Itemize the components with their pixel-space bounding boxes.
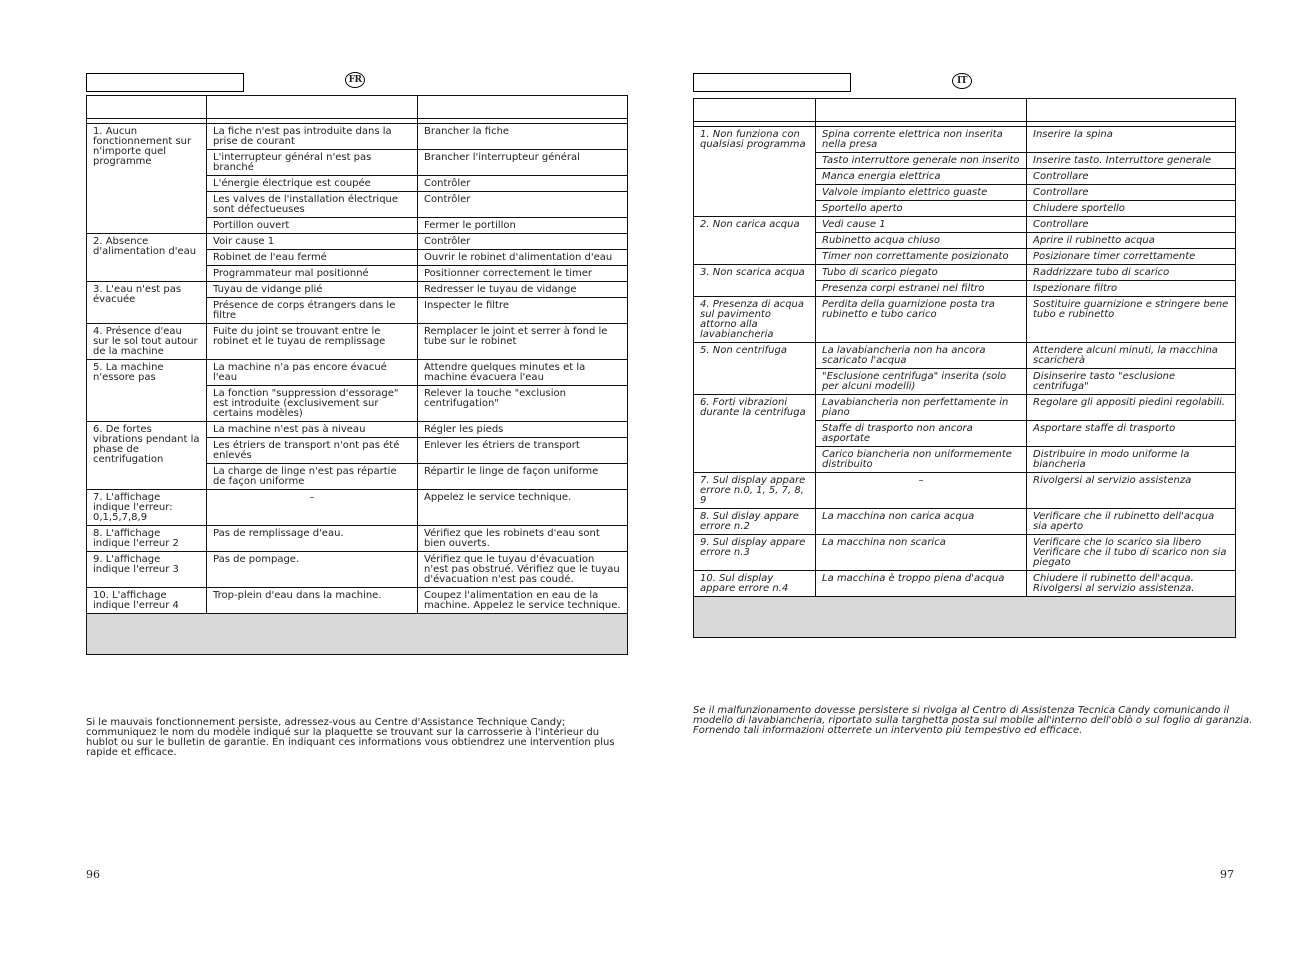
remedy-cell: Aprire il rubinetto acqua: [1027, 233, 1236, 249]
cause-cell: Fuite du joint se trouvant entre le robinet et le tuyau de remplissage: [207, 324, 418, 360]
remedy-cell: Attendre quelques minutes et la machine évacuera l'eau: [418, 360, 628, 386]
cause-cell: Programmateur mal positionné: [207, 266, 418, 282]
table-row: [694, 343, 1236, 369]
cause-cell: Tuyau de vidange plié: [207, 282, 418, 298]
cause-cell: Rubinetto acqua chiuso: [816, 233, 1027, 249]
troubleshooting-table-fr: [86, 95, 628, 655]
cause-cell: Robinet de l'eau fermé: [207, 250, 418, 266]
table-header-row: [87, 96, 628, 119]
problem-cell: 7. Sul display appare errore n.0, 1, 5, 7, 8, 9: [694, 473, 816, 509]
page-number: 97: [1220, 868, 1234, 881]
remedy-cell: Sostituire guarnizione e stringere bene tubo e rubinetto: [1027, 297, 1236, 343]
problem-cell: 9. L'affichage indique l'erreur 3: [87, 552, 207, 588]
cause-cell: Lavabiancheria non perfettamente in piano: [816, 395, 1027, 421]
language-flag-fr: FR: [345, 72, 365, 88]
cause-cell: La machine n'a pas encore évacué l'eau: [207, 360, 418, 386]
cause-cell: Sportello aperto: [816, 201, 1027, 217]
table-row: [87, 526, 628, 552]
table-header-row: [694, 99, 1236, 122]
table-row: [87, 324, 628, 360]
cause-header-cell: [816, 99, 1027, 122]
table-row: [87, 124, 628, 150]
remedy-cell: Controllare: [1027, 169, 1236, 185]
problem-header-cell: [87, 96, 207, 119]
table-footer-row: [694, 597, 1236, 638]
remedy-cell: Répartir le linge de façon uniforme: [418, 464, 628, 490]
troubleshooting-table-it: [693, 98, 1236, 638]
cause-cell: Manca energia elettrica: [816, 169, 1027, 185]
remedy-cell: Ispezionare filtro: [1027, 281, 1236, 297]
cause-cell: –: [207, 490, 418, 526]
cause-cell: Carico biancheria non uniformemente distribuito: [816, 447, 1027, 473]
remedy-cell: Rivolgersi al servizio assistenza: [1027, 473, 1236, 509]
remedy-cell: Inserire tasto. Interruttore generale: [1027, 153, 1236, 169]
remedy-cell: Coupez l'alimentation en eau de la machine. Appelez le service technique.: [418, 588, 628, 614]
cause-cell: Valvole impianto elettrico guaste: [816, 185, 1027, 201]
cause-cell: La macchina non scarica: [816, 535, 1027, 571]
problem-cell: 7. L'affichage indique l'erreur: 0,1,5,7,8,9: [87, 490, 207, 526]
page-italian: [654, 0, 1308, 954]
table-row: [87, 588, 628, 614]
cause-cell: La fiche n'est pas introduite dans la prise de courant: [207, 124, 418, 150]
table-row: [87, 422, 628, 438]
problem-cell: 10. L'affichage indique l'erreur 4: [87, 588, 207, 614]
remedy-cell: Vérifiez que le tuyau d'évacuation n'est pas obstrué. Vérifiez que le tuyau d'évacuation n'est pas coudé.: [418, 552, 628, 588]
remedy-cell: Controllare: [1027, 185, 1236, 201]
footer-shaded-cell: [87, 614, 628, 655]
table-row: [87, 234, 628, 250]
cause-cell: Portillon ouvert: [207, 218, 418, 234]
table-row: [694, 571, 1236, 597]
cause-cell: La fonction "suppression d'essorage" est introduite (exclusivement sur certains modèles): [207, 386, 418, 422]
remedy-cell: Fermer le portillon: [418, 218, 628, 234]
cause-cell: Timer non correttamente posizionato: [816, 249, 1027, 265]
problem-cell: 3. Non scarica acqua: [694, 265, 816, 297]
cause-cell: Pas de remplissage d'eau.: [207, 526, 418, 552]
table-row: [87, 490, 628, 526]
assistance-note: Se il malfunzionamento dovesse persistere si rivolga al Centro di Assistenza Tecnica Candy comunicando il modello di lavabiancheria, riportato sulla targhetta posta sul mobile all'interno dell'oblò o sul foglio di garanzia. Fornendo tali informazioni otterrete un intervento più tempestivo ed efficace.: [693, 705, 1253, 736]
footer-shaded-cell: [694, 597, 1236, 638]
cause-cell: La lavabiancheria non ha ancora scaricato l'acqua: [816, 343, 1027, 369]
problem-cell: 1. Non funziona con qualsiasi programma: [694, 127, 816, 217]
cause-cell: Tasto interruttore generale non inserito: [816, 153, 1027, 169]
problem-cell: 4. Presenza di acqua sul pavimento attorno alla lavabiancheria: [694, 297, 816, 343]
problem-cell: 6. De fortes vibrations pendant la phase de centrifugation: [87, 422, 207, 490]
section-title-box: [86, 73, 244, 92]
remedy-cell: Raddrizzare tubo di scarico: [1027, 265, 1236, 281]
problem-cell: 8. L'affichage indique l'erreur 2: [87, 526, 207, 552]
remedy-cell: Verificare che il rubinetto dell'acqua sia aperto: [1027, 509, 1236, 535]
remedy-cell: Controllare: [1027, 217, 1236, 233]
remedy-cell: Chiudere sportello: [1027, 201, 1236, 217]
cause-cell: Pas de pompage.: [207, 552, 418, 588]
remedy-cell: Relever la touche "exclusion centrifugation": [418, 386, 628, 422]
table-row: [87, 282, 628, 298]
remedy-cell: Appelez le service technique.: [418, 490, 628, 526]
remedy-cell: Inspecter le filtre: [418, 298, 628, 324]
cause-cell: Présence de corps étrangers dans le filtre: [207, 298, 418, 324]
cause-cell: Les valves de l'installation électrique sont défectueuses: [207, 192, 418, 218]
remedy-cell: Disinserire tasto "esclusione centrifuga": [1027, 369, 1236, 395]
cause-cell: Spina corrente elettrica non inserita nella presa: [816, 127, 1027, 153]
remedy-cell: Contrôler: [418, 176, 628, 192]
remedy-cell: Inserire la spina: [1027, 127, 1236, 153]
problem-cell: 1. Aucun fonctionnement sur n'importe quel programme: [87, 124, 207, 234]
cause-header-cell: [207, 96, 418, 119]
remedy-cell: Positionner correctement le timer: [418, 266, 628, 282]
cause-cell: Staffe di trasporto non ancora asportate: [816, 421, 1027, 447]
problem-cell: 3. L'eau n'est pas évacuée: [87, 282, 207, 324]
assistance-note: Si le mauvais fonctionnement persiste, adressez-vous au Centre d'Assistance Technique Candy; communiquez le nom du modèle indiqué sur la plaquette se trouvant sur la carrosserie à l'intérieur du hublot ou sur le bulletin de garantie. En indiquant ces informations vous obtiendrez une intervention plus rapide et efficace.: [86, 717, 615, 758]
remedy-cell: Contrôler: [418, 192, 628, 218]
table-row: [694, 127, 1236, 153]
remedy-header-cell: [1027, 99, 1236, 122]
remedy-cell: Chiudere il rubinetto dell'acqua. Rivolgersi al servizio assistenza.: [1027, 571, 1236, 597]
section-title-box: [693, 73, 851, 92]
problem-cell: 8. Sul dislay appare errore n.2: [694, 509, 816, 535]
remedy-header-cell: [418, 96, 628, 119]
remedy-cell: Ouvrir le robinet d'alimentation d'eau: [418, 250, 628, 266]
language-flag-it: IT: [952, 73, 972, 89]
remedy-cell: Contrôler: [418, 234, 628, 250]
remedy-cell: Vérifiez que les robinets d'eau sont bien ouverts.: [418, 526, 628, 552]
remedy-cell: Régler les pieds: [418, 422, 628, 438]
table-row: [694, 535, 1236, 571]
problem-cell: 2. Absence d'alimentation d'eau: [87, 234, 207, 282]
table-row: [694, 395, 1236, 421]
table-row: [694, 473, 1236, 509]
table-row: [87, 360, 628, 386]
problem-cell: 9. Sul display appare errore n.3: [694, 535, 816, 571]
problem-cell: 5. La machine n'essore pas: [87, 360, 207, 422]
remedy-cell: Distribuire in modo uniforme la biancheria: [1027, 447, 1236, 473]
table-row: [694, 265, 1236, 281]
cause-cell: L'énergie électrique est coupée: [207, 176, 418, 192]
problem-cell: 10. Sul display appare errore n.4: [694, 571, 816, 597]
table-row: [694, 217, 1236, 233]
cause-cell: Tubo di scarico piegato: [816, 265, 1027, 281]
cause-cell: Perdita della guarnizione posta tra rubinetto e tubo carico: [816, 297, 1027, 343]
remedy-cell: Brancher l'interrupteur général: [418, 150, 628, 176]
table-row: [694, 297, 1236, 343]
problem-cell: 2. Non carica acqua: [694, 217, 816, 265]
remedy-cell: Brancher la fiche: [418, 124, 628, 150]
cause-cell: Les étriers de transport n'ont pas été enlevés: [207, 438, 418, 464]
cause-cell: La charge de linge n'est pas répartie de façon uniforme: [207, 464, 418, 490]
cause-cell: La macchina è troppo piena d'acqua: [816, 571, 1027, 597]
problem-cell: 5. Non centrifuga: [694, 343, 816, 395]
cause-cell: Vedi cause 1: [816, 217, 1027, 233]
page-number: 96: [86, 868, 100, 881]
remedy-cell: Remplacer le joint et serrer à fond le tube sur le robinet: [418, 324, 628, 360]
cause-cell: –: [816, 473, 1027, 509]
problem-cell: 4. Présence d'eau sur le sol tout autour de la machine: [87, 324, 207, 360]
remedy-cell: Asportare staffe di trasporto: [1027, 421, 1236, 447]
problem-cell: 6. Forti vibrazioni durante la centrifuga: [694, 395, 816, 473]
cause-cell: Presenza corpi estranei nel filtro: [816, 281, 1027, 297]
remedy-cell: Posizionare timer correttamente: [1027, 249, 1236, 265]
cause-cell: La macchina non carica acqua: [816, 509, 1027, 535]
cause-cell: Voir cause 1: [207, 234, 418, 250]
remedy-cell: Verificare che lo scarico sia libero Verificare che il tubo di scarico non sia piegato: [1027, 535, 1236, 571]
remedy-cell: Redresser le tuyau de vidange: [418, 282, 628, 298]
table-row: [694, 509, 1236, 535]
remedy-cell: Enlever les étriers de transport: [418, 438, 628, 464]
remedy-cell: Regolare gli appositi piedini regolabili.: [1027, 395, 1236, 421]
cause-cell: Trop-plein d'eau dans la machine.: [207, 588, 418, 614]
cause-cell: "Esclusione centrifuga" inserita (solo per alcuni modelli): [816, 369, 1027, 395]
table-footer-row: [87, 614, 628, 655]
cause-cell: La machine n'est pas à niveau: [207, 422, 418, 438]
remedy-cell: Attendere alcuni minuti, la macchina scaricherà: [1027, 343, 1236, 369]
cause-cell: L'interrupteur général n'est pas branché: [207, 150, 418, 176]
problem-header-cell: [694, 99, 816, 122]
table-row: [87, 552, 628, 588]
